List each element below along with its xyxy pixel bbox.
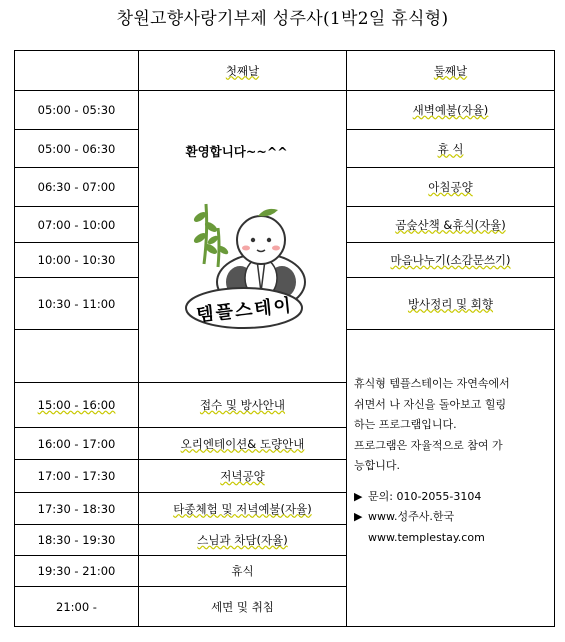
header-day1: 첫째날 bbox=[139, 51, 347, 91]
header-day2: 둘째날 bbox=[347, 51, 555, 91]
activity-cell: 휴식 bbox=[139, 556, 347, 587]
time-cell: 18:30 - 19:30 bbox=[15, 525, 139, 556]
time-cell: 07:00 - 10:00 bbox=[15, 207, 139, 243]
activity-cell: 오리엔테이션& 도량안내 bbox=[139, 428, 347, 460]
time-cell: 06:30 - 07:00 bbox=[15, 168, 139, 207]
time-cell: 10:00 - 10:30 bbox=[15, 243, 139, 278]
time-cell: 17:30 - 18:30 bbox=[15, 493, 139, 525]
activity-cell: 타종체험 및 저녁예불(자율) bbox=[139, 493, 347, 525]
schedule-table bbox=[14, 50, 555, 627]
website2-line bbox=[354, 528, 548, 549]
templestay-logo-text: 템플스테이 bbox=[194, 294, 294, 326]
time-cell: 16:00 - 17:00 bbox=[15, 428, 139, 460]
notes-line: 휴식형 템플스테이는 자연속에서 bbox=[354, 377, 510, 390]
notes-line: 쉬면서 나 자신을 돌아보고 힐링 bbox=[354, 397, 507, 411]
activity-cell: 마음나누기(소감문쓰기) bbox=[347, 243, 555, 278]
website-line bbox=[354, 507, 548, 528]
activity-cell: 곰숲산책 &휴식(자율) bbox=[347, 207, 555, 243]
templestay-logo bbox=[178, 132, 308, 342]
activity-cell: 방사정리 및 회향 bbox=[347, 278, 555, 330]
greeting-text: 환영합니다~~^^ bbox=[185, 143, 288, 159]
notes-cell bbox=[347, 330, 555, 627]
time-cell bbox=[15, 330, 139, 383]
activity-cell: 세면 및 취침 bbox=[139, 587, 347, 627]
page-title: 창원고향사랑기부제 성주사(1박2일 휴식형) bbox=[116, 9, 449, 29]
activity-cell: 아침공양 bbox=[347, 168, 555, 207]
time-cell: 05:00 - 06:30 bbox=[15, 130, 139, 168]
logo-cell bbox=[139, 91, 347, 383]
table-row bbox=[15, 91, 555, 130]
time-cell: 21:00 - bbox=[15, 587, 139, 627]
website2-link[interactable]: www.templestay.com bbox=[368, 530, 485, 544]
notes-line: 프로그램은 자율적으로 참여 가 bbox=[354, 438, 503, 452]
notes-line: 능합니다. bbox=[354, 459, 401, 472]
activity-cell: 휴 식 bbox=[347, 130, 555, 168]
activity-cell: 접수 및 방사안내 bbox=[139, 383, 347, 428]
activity-cell: 저녁공양 bbox=[139, 460, 347, 493]
time-cell: 05:00 - 05:30 bbox=[15, 91, 139, 130]
time-cell: 19:30 - 21:00 bbox=[15, 556, 139, 587]
bullet-icon: ▶ bbox=[354, 510, 363, 523]
time-cell: 15:00 - 16:00 bbox=[15, 383, 139, 428]
time-cell: 17:00 - 17:30 bbox=[15, 460, 139, 493]
contact-text: 문의: 010-2055-3104 bbox=[368, 489, 482, 503]
time-cell: 10:30 - 11:00 bbox=[15, 278, 139, 330]
activity-cell: 새벽예불(자율) bbox=[347, 91, 555, 130]
notes-line: 하는 프로그램입니다. bbox=[354, 418, 457, 431]
contact-line bbox=[354, 487, 548, 508]
header-row bbox=[15, 51, 555, 91]
bullet-icon: ▶ bbox=[354, 489, 363, 503]
activity-cell: 스님과 차담(자율) bbox=[139, 525, 347, 556]
website-link[interactable]: www.성주사.한국 bbox=[368, 510, 455, 523]
header-time bbox=[15, 51, 139, 91]
